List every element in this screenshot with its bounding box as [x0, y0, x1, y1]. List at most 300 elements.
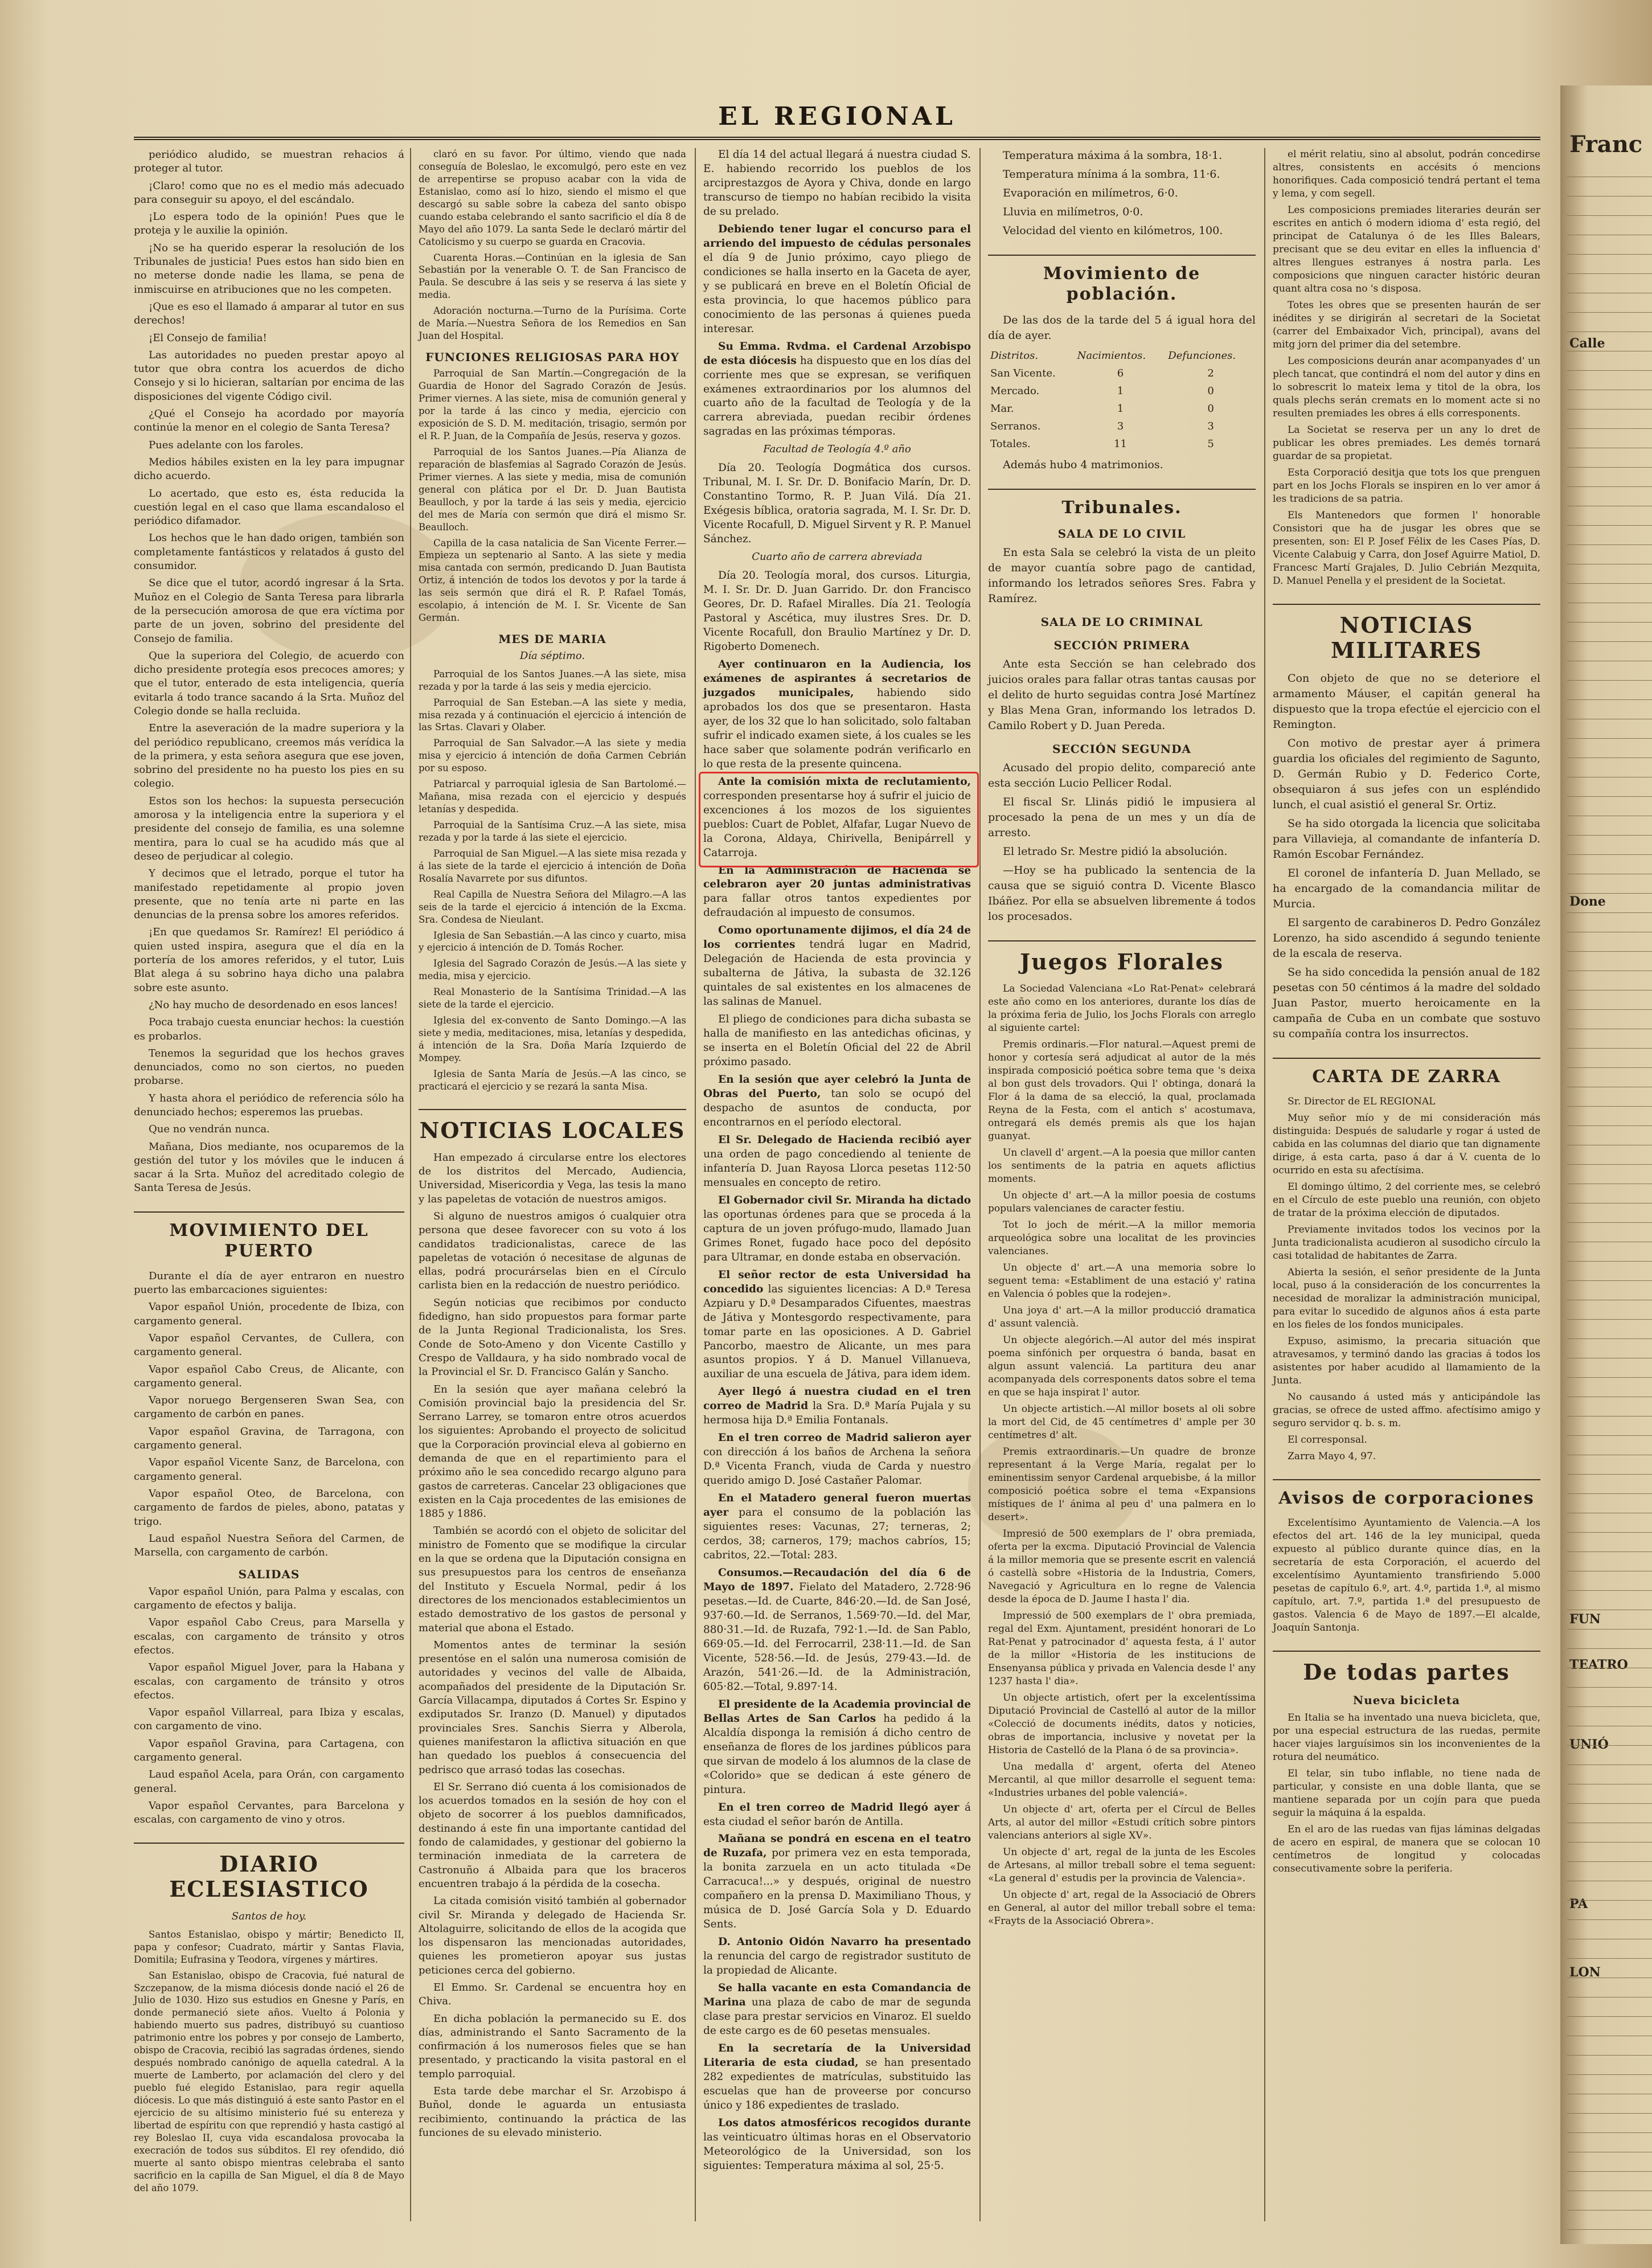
carta-paragraph: El domingo último, 2 del corriente mes, se celebró en el Círculo de este pueblo una reunión, con objeto de tratar de la próxima elección de diputados.	[1273, 1181, 1540, 1219]
carta-paragraph: Sr. Director de EL REGIONAL	[1288, 1096, 1436, 1107]
adjacent-text-line	[1567, 1338, 1652, 1341]
adjacent-text-line	[1567, 2152, 1652, 2154]
news-item	[703, 2116, 971, 2173]
poblacion-intro: De las dos de la tarde del 5 á igual hora del día de ayer.	[988, 314, 1256, 342]
adjacent-text-line	[1567, 1997, 1652, 1999]
noticia-paragraph: Esta tarde debe marchar el Sr. Arzobispo á Buñol, donde le aguarda un entusiasta recibimiento, continuando la práctica de las funciones de su elevado ministerio.	[419, 2085, 686, 2139]
noticia-paragraph: Según noticias que recibimos por conducto fidedigno, han sido propuestos para formar parte de la Junta Regional Tradicionalista, los Sres. Conde de Soto-Ameno y don Vicente Castillo y Crespo de Valldaura, y ha sido nombrado vocal de la Provincial el Sr. D. Francisco Galán y Sancho.	[419, 1296, 686, 1378]
column-rule	[695, 148, 696, 2221]
juegos-paragraph: Els Mantenedors que formen l' honorable Consistori que ha de jusgar les obres que se presenten, son: El P. Josef Félix de les Cases Pías, D. Vicente Calabuig y Carra, don Josef Aguirre Matiol, D. Francesc Martí Grajales, D. Julio Cebrián Mezquita, D. Manuel Penella y el president de la Societat.	[1273, 510, 1540, 587]
puerto-entrada: Vapor español Cervantes, de Cullera, con cargamento general.	[134, 1332, 404, 1358]
carta-paragraph: El corresponsal.	[1288, 1434, 1367, 1446]
juegos-paragraph: Un objecte d' art, regal de la Associació de Obrers en General, al autor del millor treball sobre el tema: «Frayts de la Associació Obrera».	[988, 1889, 1256, 1927]
militar-paragraph: Se ha sido concedida la pensión anual de 182 pesetas con 50 céntimos á la madre del soldado Juan Pastor, muerto heroicamente en la campaña de Cuba en un combate que sostuvo su compañía contra los insurrectos.	[1273, 966, 1540, 1040]
article-paragraph: Se dice que el tutor, acordó ingresar á la Srta. Muñoz en el Colegio de Santa Teresa para librarla de la persecución amorosa de que era víctima por parte de un joven, sobrino del presidente del Consejo de familia.	[134, 577, 404, 645]
militar-paragraph: El sargento de carabineros D. Pedro González Lorenzo, ha sido ascendido á segundo teniente de la escala de reserva.	[1273, 916, 1540, 960]
noticia-paragraph: Momentos antes de terminar la sesión presentóse en el salón una numerosa comisión de autoridades y vecinos del valle de Albaida, acompañados del presidente de la Diputación Sr. García Villacampa, diputados á Cortes Sr. Espino y exdiputados Sr. Iranzo (D. Manuel) y diputados provinciales Sres. Sanchis Sierra y Alberola, quienes manifestaron la aflictiva situación en que han quedado los pueblos á consecuencia del pedrisco que arrasó todas las cosechas.	[419, 1639, 686, 1776]
adjacent-text-line	[1567, 874, 1652, 876]
item-lead: El presidente de la Academia provincial de Bellas Artes de San Carlos	[703, 1698, 971, 1725]
article-paragraph: Que no vendrán nunca.	[149, 1123, 270, 1136]
sala-civil-text: En esta Sala se celebró la vista de un pleito de mayor cuantía sobre pago de cantidad, informando los letrados señores Sres. Fabra y Ramírez.	[988, 546, 1256, 605]
santos-title: Santos de hoy.	[231, 1910, 307, 1923]
section-title-carta: CARTA DE ZARRA	[1273, 1058, 1540, 1087]
juegos-paragraph: Impressió de 500 exemplars de l' obra premiada, regal del Exm. Ajuntament, presidént honorari de Lo Rat-Penat y patrocinador d' aquesta festa, á l' autor de la millor «Historia de les institucions de Ensenyansa pública y privada en Valencia desde l' any 1237 hasta l' dia».	[988, 1610, 1256, 1687]
item-text: tendrá lugar en Madrid, Delegación de Hacienda de esta provincia y subalterna de Játiva, la subasta de 32.126 quintales de sal existentes en los almacenes de las salinas de Manuel.	[703, 939, 971, 1008]
item-text: tan solo se ocupó del despacho de asuntos de conducta, por encontrarnos en el período electoral.	[703, 1088, 971, 1128]
sala-criminal-title: SALA DE LO CRIMINAL	[1040, 615, 1203, 629]
mes-item: Iglesia del Sagrado Corazón de Jesús.—A las siete y media, misa y ejercicio.	[419, 958, 686, 982]
adjacent-page-fragment: Calle	[1569, 336, 1605, 351]
mes-item: Parroquial de San Miguel.—A las siete misa rezada y á las siete de la tarde el ejercicio á intención de Doña Rosalía Navarrete por sus difuntos.	[419, 848, 686, 884]
juegos-paragraph: Premis ordinaris.—Flor natural.—Aquest premi de honor y cortesía será adjudicat al autor de la més inspirada composició poética sobre tema que 's deixa al bon gust dels trovadors. Qui l' obtinga, donará la Flor á la dama de sa elecció, la qual, proclamada Reyna de la Festa, com el antich s' acostumava, ontregará els demés premis als que los hajan guanyat.	[988, 1039, 1256, 1142]
article-paragraph: Medios hábiles existen en la ley para impugnar dicho acuerdo.	[134, 456, 404, 482]
news-item	[703, 1935, 971, 1978]
item-lead: Los datos atmosféricos recogidos durante	[718, 2116, 971, 2129]
table-row	[988, 435, 1256, 453]
adjacent-text-line	[1567, 370, 1652, 372]
adjacent-text-line	[1567, 1145, 1652, 1147]
item-text: se han presentado 282 expedientes de matrículas, substituido las escuelas que han de proveerse por concurso único y 186 expedientes de traslado.	[703, 2057, 971, 2111]
table-cell: 6	[1117, 367, 1124, 379]
adjacent-text-line	[1567, 758, 1652, 760]
juegos-paragraph: Les composicions deurán anar acompanyades d' un plech tancat, que contindrá el nom del autor y dins en lo sobrescrit lo mateix lema y titol de la obra, los quals plechs serán cremats en lo moment acte si no resulten premiades les obres á ells corresponents.	[1273, 355, 1540, 419]
sala-criminal-text: Ante esta Sección se han celebrado dos juicios orales para fallar otras tantas causas por el delito de hurto seguidas contra José Martínez y Blas Mena Gran, informando los letrados D. Camilo Robert y D. Juan Pereda.	[988, 658, 1256, 732]
puerto-salida: Vapor español Cabo Creus, para Marsella y escalas, con cargamento de tránsito y otros efectos.	[134, 1616, 404, 1656]
table-cell: 2	[1207, 367, 1214, 379]
adjacent-text-line	[1567, 1939, 1652, 1941]
masthead	[134, 97, 1540, 140]
puerto-salida: Vapor español Villarreal, para Ibiza y escalas, con cargamento de vino.	[134, 1706, 404, 1733]
noticia-paragraph: Han empezado á circularse entre los electores de los distritos del Mercado, Audiencia, Universidad, Misericordia y Vega, las tesis la mano y las papeletas de votación de nuestros amigos.	[419, 1151, 686, 1205]
item-lead: El Sr. Delegado de Hacienda recibió ayer	[718, 1133, 971, 1146]
noticia-paragraph: En dicha población la permanecido su E. dos días, administrando el Santo Sacramento de la confirmación á los numerosos fieles que se han presentado, y practicando la visita pastoral en el templo parroquial.	[419, 2012, 686, 2080]
mes-item: Parroquial de la Santísima Cruz.—A las siete, misa rezada y por la tarde á las siete el ejercicio.	[419, 820, 686, 843]
column-rule	[1264, 148, 1265, 2221]
carta-paragraph: Previamente invitados todos los vecinos por la Junta tradicionalista acudieron al susodicho círculo la casi totalidad de habitantes de Zarra.	[1273, 1224, 1540, 1262]
adjacent-text-line	[1567, 1067, 1652, 1070]
noticia-paragraph: Si alguno de nuestros amigos ó cualquier otra persona que desee favorecer con su voto á los candidatos tradicionalistas, carece de las papeletas de votación ó necesitase de algunas de ellas, podrá procurárselas bien en el Círculo carlista bien en la redacción de nuestro periódico.	[419, 1210, 686, 1292]
news-item	[703, 1801, 971, 1829]
avisos-text: Excelentísimo Ayuntamiento de Valencia.—A los efectos del art. 146 de la ley municipal, queda expuesto al público durante quince días, en la secretaría de esta Corporación, el acuerdo del excelentísimo Ayuntamiento transfiriendo 5.000 pesetas de capítulo 6.º, art. 4.º, partida 1.ª, al mismo capítulo, art. 7.º, partida 1.ª del presupuesto de gastos. Valencia 6 de Mayo de 1897.—El alcalde, Joaquín Santonja.	[1273, 1517, 1540, 1634]
adjacent-text-line	[1567, 1823, 1652, 1825]
item-text: habiendo sido aprobados los dos que se presentaron. Hasta ayer, de los 32 que lo han solicitado, solo faltaban sufrir el indicado examen siete, á los cuales se les hace saber que solamente podrán verificarlo en lo que resta de la presente quincena.	[703, 686, 971, 770]
todas-paragraph: En el aro de las ruedas van fijas láminas delgadas de acero en espiral, de manera que se colocan 10 centímetros de longitud y colocadas consecutivamente sobre la periferia.	[1273, 1824, 1540, 1874]
column-5	[1273, 148, 1540, 1879]
article-paragraph: Las autoridades no pueden prestar apoyo al tutor que obra contra los acuerdos de dicho Consejo y si lo hicieran, saltarían por encima de las disposiciones del vigente Código civil.	[134, 349, 404, 403]
puerto-entrada: Vapor noruego Bergenseren Swan Sea, con cargamento de carbón en panes.	[134, 1394, 404, 1420]
funcion-item: Parroquial de los Santos Juanes.—Pía Alianza de reparación de blasfemias al Sagrado Corazón de Jesús. Primer viernes. A las siete y media, misa de comunión general con plática por el Dr. D. Juan Bautista Beaulloch, y por la tarde á las seis y media, ejercicio del mes de María con sermón que dirá el mismo Sr. Beaulloch.	[419, 446, 686, 533]
juegos-paragraph: La Societat se reserva per un any lo dret de publicar les obres premiades. Les demés tornará guardar de sa propietat.	[1273, 424, 1540, 462]
article-paragraph: Tenemos la seguridad que los hechos graves denunciados, como no son ciertos, no pueden probarse.	[134, 1047, 404, 1087]
adjacent-page-fragment: PA	[1569, 1897, 1588, 1911]
adjacent-text-line	[1567, 1106, 1652, 1108]
item-text: para fallar otros tantos expedientes por defraudación al impuesto de consumos.	[703, 893, 971, 919]
table-cell: San Vicente.	[990, 367, 1056, 379]
mes-item: Parroquial de San Esteban.—A las siete y media, misa rezada y á continuación el ejercicio á intención de las Srtas. Clavari y Olaber.	[419, 697, 686, 733]
adjacent-text-line	[1567, 1551, 1652, 1554]
adjacent-text-line	[1567, 971, 1652, 973]
adjacent-text-line	[1567, 641, 1652, 644]
adjacent-text-line	[1567, 719, 1652, 721]
article-paragraph: Que la superiora del Colegio, de acuerdo con dicho presidente protegía esos precoces amores; y que el tutor, enterado de esta inteligencia, quería evitarla á todo trance sacando á la Srta. Muñoz del Colegio donde se halla recluida.	[134, 649, 404, 717]
table-header: Nacimientos.	[1077, 350, 1146, 362]
adjacent-text-line	[1567, 1687, 1652, 1689]
salidas-title: SALIDAS	[238, 1567, 300, 1582]
weather-line: Evaporación en milímetros, 6·0.	[1003, 187, 1178, 199]
news-item	[703, 1566, 971, 1694]
table-cell: 1	[1117, 403, 1124, 415]
adjacent-text-line	[1567, 351, 1652, 353]
adjacent-text-line	[1567, 1416, 1652, 1418]
adjacent-text-line	[1567, 2132, 1652, 2135]
adjacent-text-line	[1567, 1803, 1652, 1806]
abreviada-text: Día 20. Teología moral, dos cursos. Liturgia, M. I. Sr. Dr. D. Juan Garrido. Dr. don Francisco Geores, Dr. D. Rafael Miralles. Día 21. Teología Pastoral y Ascética, muy ilustres Sres. Dr. D. Vicente Rocafull, don Braulio Martínez y Dr. D. Rigoberto Domenech.	[703, 570, 971, 653]
tribunal-paragraph: El fiscal Sr. Llinás pidió le impusiera al procesado la pena de un mes y un día de arresto.	[988, 796, 1256, 839]
news-item	[703, 223, 971, 337]
mes-item: Real Capilla de Nuestra Señora del Milagro.—A las seis de la tarde el ejercicio á intención de la Excma. Sra. Condesa de Nieulant.	[419, 889, 686, 925]
puerto-entrada: Vapor español Unión, procedente de Ibiza, con cargamento general.	[134, 1301, 404, 1327]
adjacent-page-fragment: FUN	[1569, 1612, 1601, 1627]
adjacent-text-line	[1567, 1242, 1652, 1244]
adjacent-text-line	[1567, 1164, 1652, 1166]
item-text: una plaza de cabo de mar de segunda clase para prestar servicios en Vinaroz. El sueldo de este cargo es de 60 pesetas mensuales.	[703, 1996, 971, 2037]
item-lead: Consumos.—Recaudación del día 6 de Mayo de 1897.	[703, 1567, 971, 1593]
juegos-paragraph: Un objecte d' art, oferta per el Círcul de Belles Arts, al autor del millor «Estudi crítich sobre pintors valencians anteriors al sigle XV».	[988, 1804, 1256, 1841]
article-paragraph: Lo acertado, que esto es, ésta reducida la cuestión legal en el caso que llama escandaloso el periódico difamador.	[134, 487, 404, 527]
juegos-paragraph: Premis extraordinaris.—Un quadre de bronze representant á la Verge María, regalat per lo eminentissim senyor Cardenal arquebisbe, á la millor composició poética sobre el tema «Expansions místiques de l' ánima al peu d' una palmera en lo desert».	[988, 1446, 1256, 1523]
militar-paragraph: Con motivo de prestar ayer á primera guardia los oficiales del regimiento de Sagunto, D. Germán Rubio y D. Federico Corte, obsequiaron á sus jefes con un espléndido lunch, el cual asistió el general Sr. Ortiz.	[1273, 737, 1540, 811]
item-lead: El Gobernador civil Sr. Miranda ha dictado	[718, 1194, 971, 1206]
adjacent-text-line	[1567, 1048, 1652, 1050]
adjacent-page-fragment: TEATRO	[1569, 1657, 1628, 1672]
adjacent-text-line	[1567, 1474, 1652, 1476]
newspaper-title: EL REGIONAL	[718, 102, 956, 131]
news-item	[703, 1073, 971, 1130]
carta-paragraph: Abierta la sesión, el señor presidente de la Junta local, puso á la consideración de los concurrentes la necesidad de moralizar la administración municipal, para evitar lo sucedido de algunos años á esta parte en los fieles de los fondos municipales.	[1273, 1267, 1540, 1330]
mes-item: Iglesia de Santa María de Jesús.—A las cinco, se practicará el ejercicio y se rezará la santa Misa.	[419, 1068, 686, 1092]
adjacent-text-line	[1567, 506, 1652, 508]
news-item	[703, 1431, 971, 1488]
adjacent-text-line	[1567, 1919, 1652, 1922]
diario-paragraph: San Estanislao, obispo de Cracovia, fué natural de Szczepanow, de la misma diócesis donde nació el 26 de Julio de 1030. Hizo sus estudios en Gnesne y París, en donde permaneció siete años. Vuelto á Polonia y habiendo muerto sus padres, distribuyó su cuantioso patrimonio entre los pobres y por consejo de Lamberto, obispo de Cracovia, recibió las sagradas órdenes, siendo después nombrado canónigo de aquella catedral. A la muerte de Lamberto, por aclamación del clero y del pueblo fué elegido Estanislao, para regir aquella diócesis. Lo que más distinguió á este santo Pastor en el ejercicio de su altísimo ministerio fué su entereza y libertad de espíritu con que reprendió y hasta castigó al rey Boleslao II, cuya vida escandalosa provocaba la execración de todos sus súbditos. El rey ofendido, dió muerte al santo obispo mientras celebraba el santo sacrificio en la capilla de San Miguel, el día 8 de Mayo del año 1079.	[134, 1970, 404, 2193]
juegos-paragraph: el mérit relatiu, sino al absolut, podrán concedirse altres, consistents en accésits ó mencions honorifiques. Cada composició tendrá pertant el tema y lema, y com segell.	[1273, 149, 1540, 199]
adjacent-text-line	[1567, 1765, 1652, 1767]
mes-item: Real Monasterio de la Santísima Trinidad.—A las siete de la tarde el ejercicio.	[419, 986, 686, 1010]
tribunal-paragraph: —Hoy se ha publicado la sentencia de la causa que se siguió contra D. Vicente Blasco Ibáñez. Por ella se absuelven libremente á todos los procesados.	[988, 864, 1256, 923]
article-paragraph: ¿Qué el Consejo ha acordado por mayoría continúe la menor en el colegio de Santa Teresa?	[134, 408, 404, 434]
puerto-entrada: Vapor español Gravina, de Tarragona, con cargamento general.	[134, 1425, 404, 1452]
adjacent-text-line	[1567, 1493, 1652, 1496]
adjacent-text-line	[1567, 893, 1652, 895]
adjacent-text-line	[1567, 680, 1652, 682]
adjacent-text-line	[1567, 1881, 1652, 1883]
adjacent-text-line	[1567, 254, 1652, 256]
adjacent-text-line	[1567, 2016, 1652, 2019]
table-row	[988, 400, 1256, 417]
noticia-paragraph: También se acordó con el objeto de solicitar del ministro de Fomento que se modifique la circular en la que se ordena que la Diputación consigna en sus presupuestos para los centros de enseñanza del Instituto y Escuela Normal, pedir á los directores de los mencionados establecimientos un estado demostrativo de los gastos de personal y material que abona el Estado.	[419, 1525, 686, 1634]
adjacent-text-line	[1567, 661, 1652, 663]
carta-paragraph: Muy señor mío y de mi consideración más distinguida: Después de saludarle y rogar á usted de cabida en las columnas del diario que tan dignamente dirige, á esta carta, paso á dar á V. cuenta de lo ocurrido en esta su afectísima.	[1273, 1112, 1540, 1176]
column-1	[134, 148, 404, 2197]
news-item	[703, 1013, 971, 1070]
noticia-paragraph: En la sesión que ayer mañana celebró la Comisión provincial bajo la presidencia del Sr. Serrano Larrey, se tomaron entre otros acuerdos los siguientes: Aprobando el proyecto de solicitud que la Corporación provincial eleva al gobierno en demanda de que en el repartimiento para el próximo año le sea concedido recargo alguno para gastos de carreteras. Cancelar 23 obligaciones que existen en la Caja procedentes de las emisiones de 1885 y 1886.	[419, 1383, 686, 1520]
article-paragraph: ¡Que es eso el llamado á amparar al tutor en sus derechos!	[134, 300, 404, 327]
puerto-salida: Vapor español Gravina, para Cartagena, con cargamento general.	[134, 1737, 404, 1763]
sala-civil-title: SALA DE LO CIVIL	[1057, 527, 1186, 541]
adjacent-page-fragment: LON	[1569, 1965, 1601, 1980]
item-text: corresponden presentarse hoy á sufrir el juicio de excenciones á los mozos de los siguientes pueblos: Cuart de Poblet, Alfafar, Lugar Nuevo de la Corona, Aldaya, Chirivella, Benipárrell y Catarroja.	[703, 789, 971, 859]
adjacent-text-line	[1567, 1319, 1652, 1321]
adjacent-text-line	[1567, 835, 1652, 837]
noticia-paragraph: El Emmo. Sr. Cardenal se encuentra hoy en Chiva.	[419, 1981, 686, 2008]
item-lead: Se halla vacante en esta Comandancia de Marina	[703, 1982, 971, 2009]
adjacent-text-line	[1567, 1009, 1652, 1012]
juegos-paragraph: Un clavell d' argent.—A la poesia que millor canten los sentiments de la patria en aquets aflictius moments.	[988, 1147, 1256, 1185]
table-header: Defunciones.	[1168, 350, 1236, 362]
item-lead: Ayer llegó á nuestra ciudad en el tren correo de Madrid	[703, 1386, 971, 1413]
carta-paragraph: No causando á usted más y anticipándole las gracias, se ofrece de usted affmo. afectísimo amigo y seguro servidor q. b. s. m.	[1273, 1391, 1540, 1429]
puerto-entrada: Laud español Nuestra Señora del Carmen, de Marsella, con cargamento de carbón.	[134, 1532, 404, 1559]
item-lead: Su Emma. Rvdma. el Cardenal Arzobispo de esta diócesis	[703, 340, 971, 367]
adjacent-text-line	[1567, 2036, 1652, 2038]
item-text: Fielato del Matadero, 2.728·96 pesetas.—Id. de Cuarte, 846·20.—Id. de San José, 937·60.—Id. de Serranos, 1.569·70.—Id. del Mar, 880·31.—Id. de Ruzafa, 792·1.—Id. de San Pablo, 669·05.—Id. del Ferrocarril, 238·11.—Id. de San Vicente, 528·56.—Id. de Jesús, 279·43.—Id. de Arazón, 541·26.—Id. de la Administración, 605·82.—Total, 9.897·14.	[703, 1581, 971, 1693]
noticia-paragraph: El Sr. Serrano dió cuenta á los comisionados de los acuerdos tomados en la sesión de hoy con el objeto de socorrer á los pueblos damnificados, destinando á este fin una importante cantidad del fondo de calamidades, y gestionar del gobierno la terminación inmediata de la carretera de Castronuño á Albaida para que los braceros encuentren trabajo á la pérdida de la cosecha.	[419, 1780, 686, 1890]
mes-item: Parroquial de San Salvador.—A las siete y media misa y ejercicio á intención de doña Carmen Cebrián por su esposo.	[419, 738, 686, 774]
section-title-juegos: Juegos Florales	[988, 940, 1256, 975]
adjacent-text-line	[1567, 622, 1652, 624]
news-item	[703, 1268, 971, 1382]
puerto-intro: Durante el día de ayer entraron en nuestro puerto las embarcaciones siguientes:	[134, 1270, 404, 1296]
sala-criminal-subtitle: SECCIÓN PRIMERA	[1053, 638, 1190, 652]
table-cell: Mercado.	[990, 385, 1040, 397]
adjacent-text-line	[1567, 1861, 1652, 1864]
article-paragraph: ¡No se ha querido esperar la resolución de los Tribunales de justicia! Pues estos han sido bien en no meterse donde nadie les llama, se pena de inmiscuirse en atribuciones que no les competen.	[134, 241, 404, 296]
item-text: el día 9 de Junio próximo, cayo pliego de condiciones se halla inserto en la Gaceta de ayer, y se publicará en breve en el Boletín Oficial de esta provincia, lo que hacemos público para conocimiento de las personas á quienes pueda interesar.	[703, 251, 971, 335]
adjacent-text-line	[1567, 235, 1652, 237]
table-row	[988, 417, 1256, 435]
item-lead: En la Administración de Hacienda se celebraron ayer 20 juntas administrativas	[703, 864, 971, 891]
section-title-militares: NOTICIAS MILITARES	[1273, 604, 1540, 663]
todas-paragraph: En Italia se ha inventado una nueva bicicleta, que, por una especial estructura de las ruedas, permite hacer viajes larguísimos sin los inconvenientes de la rotura del neumático.	[1273, 1712, 1540, 1763]
adjacent-text-line	[1567, 1610, 1652, 1612]
adjacent-text-line	[1567, 2094, 1652, 2096]
table-cell: 0	[1207, 403, 1214, 415]
table-cell: Mar.	[990, 403, 1014, 415]
puerto-salida: Vapor español Cervantes, para Barcelona y escalas, con cargamento de vino y otros.	[134, 1799, 404, 1826]
adjacent-text-line	[1567, 1280, 1652, 1283]
item-text: una orden de pago concediendo al teniente de infantería D. Juan Rayosa Llorca pesetas 112·50 mensuales en concepto de retiro.	[703, 1148, 971, 1189]
news-item	[703, 1133, 971, 1190]
mes-subtitle: Día séptimo.	[519, 650, 585, 662]
item-text: con dirección á los baños de Archena la señora D.ª Vicenta Franch, viuda de Carda y nuestro querido amigo D. José Castañer Palomar.	[703, 1446, 971, 1487]
militar-paragraph: El coronel de infantería D. Juan Mellado, se ha encargado de la comandancia militar de Murcia.	[1273, 867, 1540, 910]
article-paragraph: Poca trabajo cuesta enunciar hechos: la cuestión es probarlos.	[134, 1016, 404, 1042]
section-title-todas-partes: De todas partes	[1273, 1651, 1540, 1685]
column-2	[419, 148, 686, 2143]
table-cell: Serranos.	[990, 420, 1041, 432]
poblacion-table	[988, 347, 1256, 453]
item-text: por primera vez en esta temporada, la bonita zarzuela en un acto titulada «De Carracuca!...» y después, original de nuestro compañero en la prensa D. Maximiliano Thous, y música de D. José García Sola y D. Eduardo Sents.	[703, 1847, 971, 1931]
adjacent-text-line	[1567, 428, 1652, 431]
weather-line: Temperatura máxima á la sombra, 18·1.	[1003, 149, 1223, 162]
item-lead: En el tren correo de Madrid salieron ayer	[718, 1432, 971, 1444]
adjacent-text-line	[1567, 1958, 1652, 1960]
item-lead: Mañana se pondrá en escena en el teatro de Ruzafa,	[703, 1833, 971, 1860]
highlight-box	[699, 772, 979, 867]
item-text: las oportunas órdenes para que se proceda á la captura de un joven prófugo-mudo, llamado Juan Grimes Ronet, fugado hace poco del depósito para Ultramar, en donde estaba en observación.	[703, 1208, 971, 1263]
item-text: la renuncia del cargo de registrador sustituto de la propiedad de Alicante.	[703, 1950, 971, 1977]
adjacent-text-line	[1567, 796, 1652, 799]
adjacent-text-line	[1567, 1358, 1652, 1360]
article-paragraph: El día 14 del actual llegará á nuestra ciudad S. E. habiendo recorrido los pueblos de los arciprestazgos de Ayora y Chiva, donde en largo transcurso de tiempo no habían recibido la visita de su prelado.	[703, 149, 971, 218]
adjacent-text-line	[1567, 1455, 1652, 1457]
juegos-paragraph: Un objecte d' art.—A la millor poesia de costums populars valencianes de caracter festiu.	[988, 1190, 1256, 1214]
puerto-entrada: Vapor español Vicente Sanz, de Barcelona, con cargamento general.	[134, 1456, 404, 1483]
column-4	[988, 148, 1256, 1931]
item-text: á esta ciudad el señor barón de Antilla.	[703, 1801, 971, 1828]
adjacent-text-line	[1567, 409, 1652, 411]
juegos-paragraph: Tot lo joch de mérit.—A la millor memoria arqueológica sobre una localitat de les provincies valencianes.	[988, 1219, 1256, 1257]
item-text: la Sra. D.ª María Pujala y su hermosa hija D.ª Emilia Fontanals.	[703, 1400, 971, 1427]
item-lead: En la sesión que ayer celebró la Junta de Obras del Puerto,	[703, 1074, 971, 1100]
carta-paragraph: Zarra Mayo 4, 97.	[1288, 1451, 1376, 1462]
adjacent-text-line	[1567, 1842, 1652, 1844]
militar-paragraph: Con objeto de que no se deteriore el armamento Máuser, el capitán general ha dispuesto que la tropa efectúe el ejercicio con el Remington.	[1273, 672, 1540, 731]
adjacent-text-line	[1567, 932, 1652, 934]
adjacent-text-line	[1567, 1706, 1652, 1709]
tribunal-paragraph: El letrado Sr. Mestre pidió la absolución.	[1003, 845, 1228, 858]
adjacent-text-line	[1567, 331, 1652, 334]
puerto-salida: Laud español Acela, para Orán, con cargamento general.	[134, 1768, 404, 1795]
diario-paragraph: Santos Estanislao, obispo y mártir; Benedicto II, papa y confesor; Cuadrato, mártir y Santas Flavia, Domitila; Eufrasina y Teodora, vírgenes y mártires.	[134, 1929, 404, 1965]
adjacent-text-line	[1567, 467, 1652, 469]
news-item	[703, 2042, 971, 2113]
column-rule	[979, 148, 981, 2221]
table-header: Distritos.	[990, 350, 1039, 362]
table-cell: 11	[1114, 438, 1127, 450]
table-cell: Totales.	[990, 438, 1031, 450]
news-item	[703, 1492, 971, 1563]
adjacent-text-line	[1567, 2055, 1652, 2057]
adjacent-text-line	[1567, 390, 1652, 392]
adjacent-text-line	[1567, 912, 1652, 915]
adjacent-text-line	[1567, 738, 1652, 740]
bicicleta-title: Nueva bicicleta	[1352, 1693, 1461, 1707]
funciones-title: FUNCIONES RELIGIOSAS PARA HOY	[425, 350, 679, 365]
item-lead: Debiendo tener lugar el concurso para el arriendo del impuesto de cédulas personales	[703, 223, 971, 249]
mes-item: Patriarcal y parroquial iglesia de San Bartolomé.—Mañana, misa rezada con el ejercicio y después letanías y despedida.	[419, 779, 686, 815]
item-lead: En el Matadero general fueron muertas ayer	[703, 1492, 971, 1519]
adjacent-text-line	[1567, 1029, 1652, 1031]
article-paragraph: ¡El Consejo de familia!	[149, 331, 267, 344]
article-paragraph: ¡Lo espera todo de la opinión! Pues que le proteja y le auxilie la opinión.	[134, 211, 404, 237]
adjacent-text-line	[1567, 312, 1652, 314]
article-paragraph: ¿No hay mucho de desordenado en esos lances!	[149, 998, 398, 1011]
table-cell: 3	[1207, 420, 1214, 432]
article-paragraph: ¡En que quedamos Sr. Ramírez! El periódico á quien usted inspira, asegura que el día en la portería de los amores referidos, y el tutor, Luis Blat alega á su sobrino haya dicho una palabra sobre este asunto.	[134, 926, 404, 994]
puerto-salida: Vapor español Miguel Jover, para la Habana y escalas, con cargamento de tránsito y otros efectos.	[134, 1661, 404, 1701]
mes-item: Parroquial de los Santos Juanes.—A las siete, misa rezada y por la tarde á las seis y media ejercicio.	[419, 668, 686, 692]
adjacent-text-line	[1567, 1261, 1652, 1263]
mes-item: Iglesia de San Sebastián.—A las cinco y cuarto, misa y ejercicio á intención de D. Tomás Rocher.	[419, 930, 686, 953]
adjacent-text-line	[1567, 1435, 1652, 1438]
item-lead: Ayer continuaron en la Audiencia, los exámenes de aspirantes á secretarios de juzgados municipales,	[703, 658, 971, 699]
todas-paragraph: El telar, sin tubo inflable, no tiene nada de particular, y consiste en una doble llanta, que se mantiene separada por un cojín para que pueda seguir la máquina á la espalda.	[1273, 1768, 1540, 1819]
facultad-text: Día 20. Teología Dogmática dos cursos. Tribunal, M. I. Sr. Dr. D. Bonifacio Marín, Dr. D. Constantino Tormo, R. P. Juan Vilá. Día 21. Exégesis bíblica, oratoria sagrada, M. I. Sr. Dr. D. Vicente Rocafull, D. Miguel Sirvent y R. P. Manuel Sánchez.	[703, 462, 971, 546]
section-title-noticias: NOTICIAS LOCALES	[419, 1109, 686, 1143]
table-row	[988, 382, 1256, 400]
adjacent-text-line	[1567, 990, 1652, 992]
news-item	[703, 1832, 971, 1932]
item-text: las veinticuatro últimas horas en el Observatorio Meteorológico de la Universidad, son los siguientes: Temperatura máxima al sol, 25·5.	[703, 2131, 971, 2172]
adjacent-text-line	[1567, 215, 1652, 218]
adjacent-page-fragment: Done	[1569, 894, 1606, 909]
item-text: ha pedido á la Alcaldía disponga la remisión á dicho centro de enseñanza de flores de los jardines públicos para que sirvan de modelo á los alumnos de la clase de «Colorido» que se dedican á este género de pintura.	[703, 1712, 971, 1796]
item-text: El pliego de condiciones para dicha subasta se halla de manifiesto en las antedichas oficinas, y se inserta en el Boletín Oficial del 22 de Abril próximo pasado.	[703, 1013, 971, 1069]
adjacent-text-line	[1567, 699, 1652, 702]
news-item	[703, 658, 971, 772]
adjacent-text-line	[1567, 1087, 1652, 1089]
militar-paragraph: Se ha sido otorgada la licencia que solicitaba para Villavieja, al comandante de infantería D. Ramón Escobar Fernández.	[1273, 817, 1540, 861]
item-lead: El señor rector de esta Universidad ha concedido	[703, 1268, 971, 1295]
section-title-diario: DIARIO ECLESIASTICO	[134, 1843, 404, 1902]
juegos-paragraph: Un objecte d' art.—A una memoria sobre lo seguent tema: «Establiment de una estació y' ratina en Valencia ó pobles que la rodejen».	[988, 1262, 1256, 1300]
adjacent-text-line	[1567, 2229, 1652, 2232]
news-item	[703, 1385, 971, 1428]
article-paragraph: Entre la aseveración de la madre superiora y la del periódico republicano, creemos más verídica la de la primera, y esta señora asegura que ese joven, sobrino del presidente no ha puesto los pies en su colegio.	[134, 722, 404, 790]
adjacent-text-line	[1567, 564, 1652, 566]
adjacent-text-line	[1567, 1532, 1652, 1534]
carta-paragraph: Expuso, asimismo, la precaria situación que atravesamos, y terminó dando las gracias á todos los asistentes por haber acudido al llamamiento de la Junta.	[1273, 1336, 1540, 1386]
mes-item: Iglesia del ex-convento de Santo Domingo.—A las siete y media, meditaciones, misa, letanías y despedida, á intención de la Sra. Doña María Izquierdo de Mompey.	[419, 1015, 686, 1063]
juegos-paragraph: Un objecte d' art, regal de la junta de les Escoles de Artesans, al millor treball sobre el tema seguent: «La general d' estudis per la provincia de Valencia».	[988, 1847, 1256, 1884]
main-page	[122, 85, 1557, 2244]
juegos-paragraph: Esta Corporació desitja que tots los que prenguen part en los Jochs Florals se inspiren en lo ver amor á les tradicions de sa patria.	[1273, 467, 1540, 505]
adjacent-text-line	[1567, 1900, 1652, 1902]
juegos-paragraph: Totes les obres que se presenten haurán de ser inédites y se dirigirán al secretari de la Societat (carrer del Embaixador Vich, principal), avans del mitg jorn del primer dia del setembre.	[1273, 300, 1540, 350]
item-lead: D. Antonio Oidón Navarro ha presentado	[718, 1936, 971, 1948]
news-item	[703, 1194, 971, 1265]
adjacent-text-line	[1567, 1978, 1652, 1980]
mes-title: MES DE MARIA	[498, 632, 606, 646]
puerto-entrada: Vapor español Cabo Creus, de Alicante, con cargamento general.	[134, 1363, 404, 1389]
juegos-paragraph: Una medalla d' argent, oferta del Ateneo Mercantil, al que millor desarrolle el seguent tema: «Industries urbanes del poble valenciá».	[988, 1761, 1256, 1799]
juegos-paragraph: Una joya d' art.—A la millor producció dramatica d' assunt valencià.	[988, 1305, 1256, 1329]
news-item	[703, 340, 971, 440]
adjacent-text-line	[1567, 1513, 1652, 1515]
adjacent-text-line	[1567, 1300, 1652, 1302]
adjacent-text-line	[1567, 2171, 1652, 2173]
adjacent-text-line	[1567, 2191, 1652, 2193]
adjacent-page-fragment: UNIÓ	[1569, 1737, 1609, 1752]
noticia-paragraph: La citada comisión visitó también al gobernador civil Sr. Miranda y delegado de Hacienda Sr. Altolaguirre, solicitando de ellos de la acogida que los dispensaron las mencionadas autoridades, quienes les prometieron apoyar sus justas peticiones cerca del gobierno.	[419, 1895, 686, 1976]
table-cell: 0	[1207, 385, 1214, 397]
item-text: las siguientes licencias: A D.ª Teresa Azpiaru y D.ª Desamparados Cifuentes, maestras de Játiva y Montesgordo respectivamente, para tomar parte en las oposiciones. A D. Gabriel Pancorbo, maestro de Alicante, un mes para asuntos propios. Y á D. Manuel Villanueva, auxiliar de una escuela de Játiva, para idem idem.	[703, 1283, 971, 1381]
table-cell: 3	[1117, 420, 1124, 432]
cuarenta-horas: Cuarenta Horas.—Continúan en la iglesia de San Sebastián por la venerable O. T. de San Francisco de Paula. Se descubre á las seis y se reserva á las siete y media.	[419, 252, 686, 301]
juegos-paragraph: Un objecte artistich, ofert per la excelentíssima Diputació Provincial de Castelló al autor de la millor «Colecció de documents inédits, datos y noticies, obras de importancia, inclusive y novetat per la Historia de Castelló de la Plana ó de sa provincia».	[988, 1692, 1256, 1756]
article-paragraph: Los hechos que le han dado origen, también son completamente fantásticos y relatados á gusto del consumidor.	[134, 532, 404, 572]
adjacent-text-line	[1567, 854, 1652, 857]
adjacent-text-line	[1567, 273, 1652, 276]
adjacent-text-line	[1567, 177, 1652, 179]
adjacent-text-line	[1567, 2074, 1652, 2077]
news-item	[703, 924, 971, 1009]
item-lead: Ante la comisión mixta de reclutamiento,	[718, 775, 971, 788]
seccion-segunda-title: SECCIÓN SEGUNDA	[1052, 742, 1191, 756]
juegos-paragraph: Un objecte artistich.—Al millor bosets al oli sobre la mort del Cid, de 45 centímetres d' ample per 30 centímetres d' alt.	[988, 1403, 1256, 1441]
adjacent-text-line	[1567, 2210, 1652, 2212]
